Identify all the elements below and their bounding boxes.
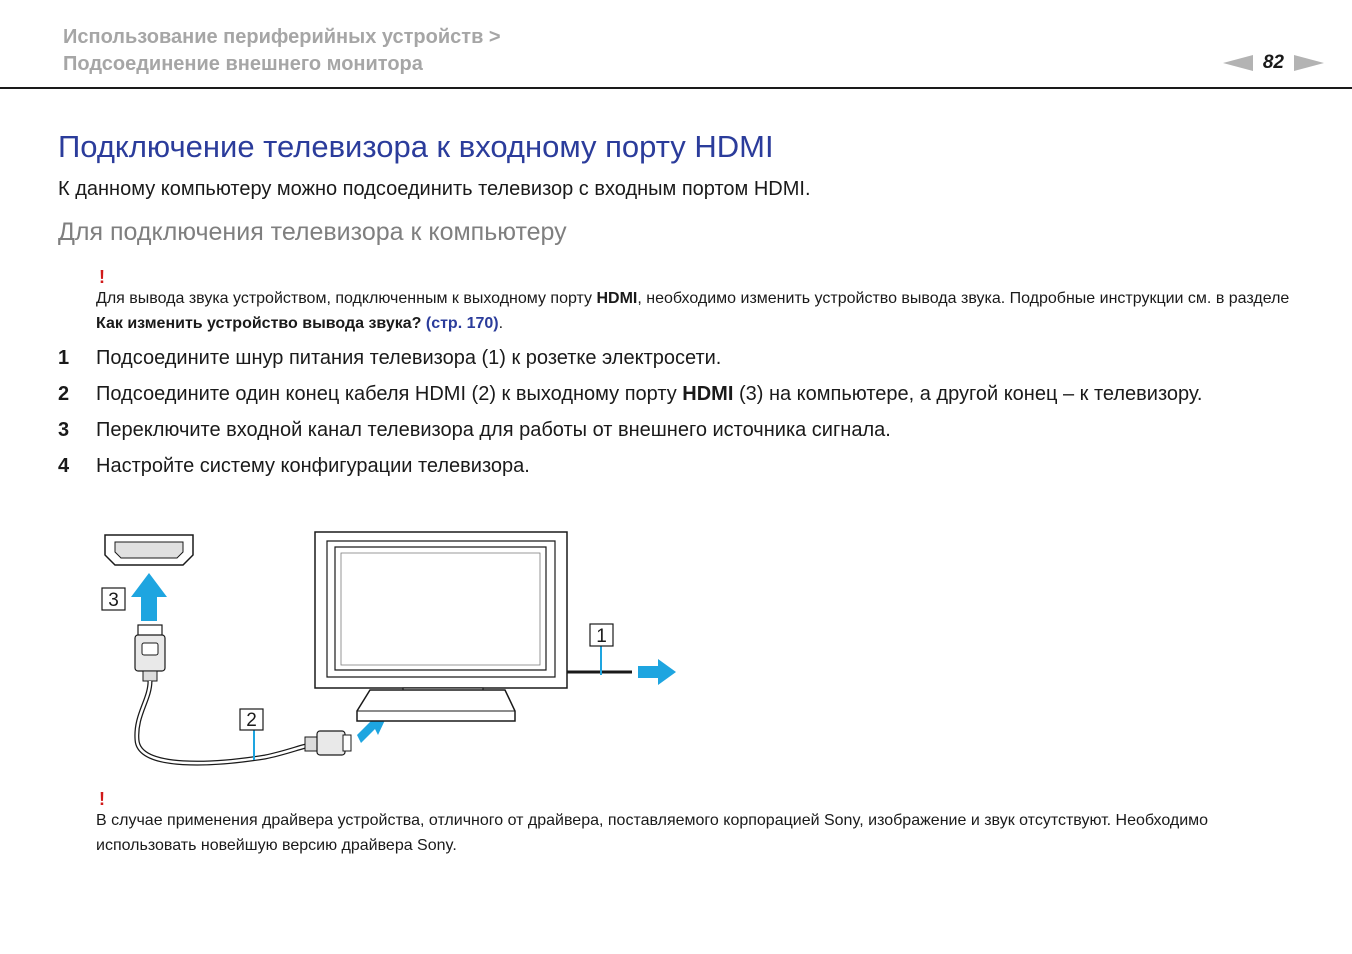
warning-mark-icon: ! xyxy=(99,267,105,287)
warning-note-audio xyxy=(96,268,1296,336)
step-number: 2 xyxy=(58,383,70,405)
callout-2-label: 2 xyxy=(246,710,257,731)
hdmi-plug-vertical-icon xyxy=(135,625,165,681)
intro-paragraph: К данному компьютеру можно подсоединить телевизор с входным портом HDMI. xyxy=(58,178,811,200)
step-bold-hdmi: HDMI xyxy=(682,383,734,405)
section-subheading: Для подключения телевизора к компьютеру xyxy=(58,218,567,246)
note-bold-hdmi: HDMI xyxy=(596,290,638,307)
header-divider xyxy=(0,87,1352,89)
next-page-arrow-icon[interactable] xyxy=(1294,55,1324,71)
page-number: 82 xyxy=(1262,52,1284,73)
breadcrumb-line-1[interactable]: Использование периферийных устройств > xyxy=(63,26,501,48)
up-arrow-icon xyxy=(131,573,167,621)
callout-3-label: 3 xyxy=(108,590,119,611)
note-text: Для вывода звука устройством, подключенным к выходному порту xyxy=(96,290,597,307)
warning-note-driver xyxy=(96,790,1296,858)
step-number: 1 xyxy=(58,347,70,369)
step-item xyxy=(58,380,1298,408)
step-text: Подсоедините один конец кабеля HDMI (2) к выходному порту HDMI (3) на компьютере, а другой конец – к телевизору. xyxy=(96,383,1203,405)
note-text: . xyxy=(498,315,504,332)
callout-1-label: 1 xyxy=(596,626,607,647)
step-text: Подсоедините шнур питания телевизора (1) к розетке электросети. xyxy=(96,347,722,369)
step-item xyxy=(58,344,1298,372)
power-outlet-arrow-icon xyxy=(638,659,676,685)
hdmi-port-icon xyxy=(105,535,193,565)
prev-page-arrow-icon[interactable] xyxy=(1223,55,1253,71)
page-link[interactable]: (стр. 170) xyxy=(425,315,499,332)
callout-3 xyxy=(102,588,125,611)
connection-diagram xyxy=(95,525,695,775)
callout-2 xyxy=(240,709,263,760)
breadcrumb-line-2[interactable]: Подсоединение внешнего монитора xyxy=(63,53,423,75)
hdmi-cable xyxy=(137,681,310,763)
step-number: 3 xyxy=(58,419,70,441)
step-item xyxy=(58,452,1298,480)
warning-mark-icon: ! xyxy=(99,789,105,809)
note-text: , необходимо изменить устройство вывода звука. Подробные инструкции см. в разделе xyxy=(637,290,1290,307)
page-navigator xyxy=(1223,50,1324,76)
breadcrumb xyxy=(63,24,501,78)
step-item xyxy=(58,416,1298,444)
tv-icon xyxy=(315,532,567,721)
note-bold-topic: Как изменить устройство вывода звука? xyxy=(96,315,422,332)
step-text: Переключите входной канал телевизора для работы от внешнего источника сигнала. xyxy=(96,419,891,441)
page-title: Подключение телевизора к входному порту HDMI xyxy=(58,129,774,164)
steps-list xyxy=(58,344,1298,488)
callout-1 xyxy=(590,624,613,675)
note-text: В случае применения драйвера устройства, отличного от драйвера, поставляемого корпорацией Sony, изображение и звук отсутствуют. Необходимо использовать новейшую версию драйвера Sony. xyxy=(96,812,1209,854)
step-text: Настройте систему конфигурации телевизора. xyxy=(96,455,530,477)
step-number: 4 xyxy=(58,455,70,477)
hdmi-plug-horizontal-icon xyxy=(305,731,351,755)
